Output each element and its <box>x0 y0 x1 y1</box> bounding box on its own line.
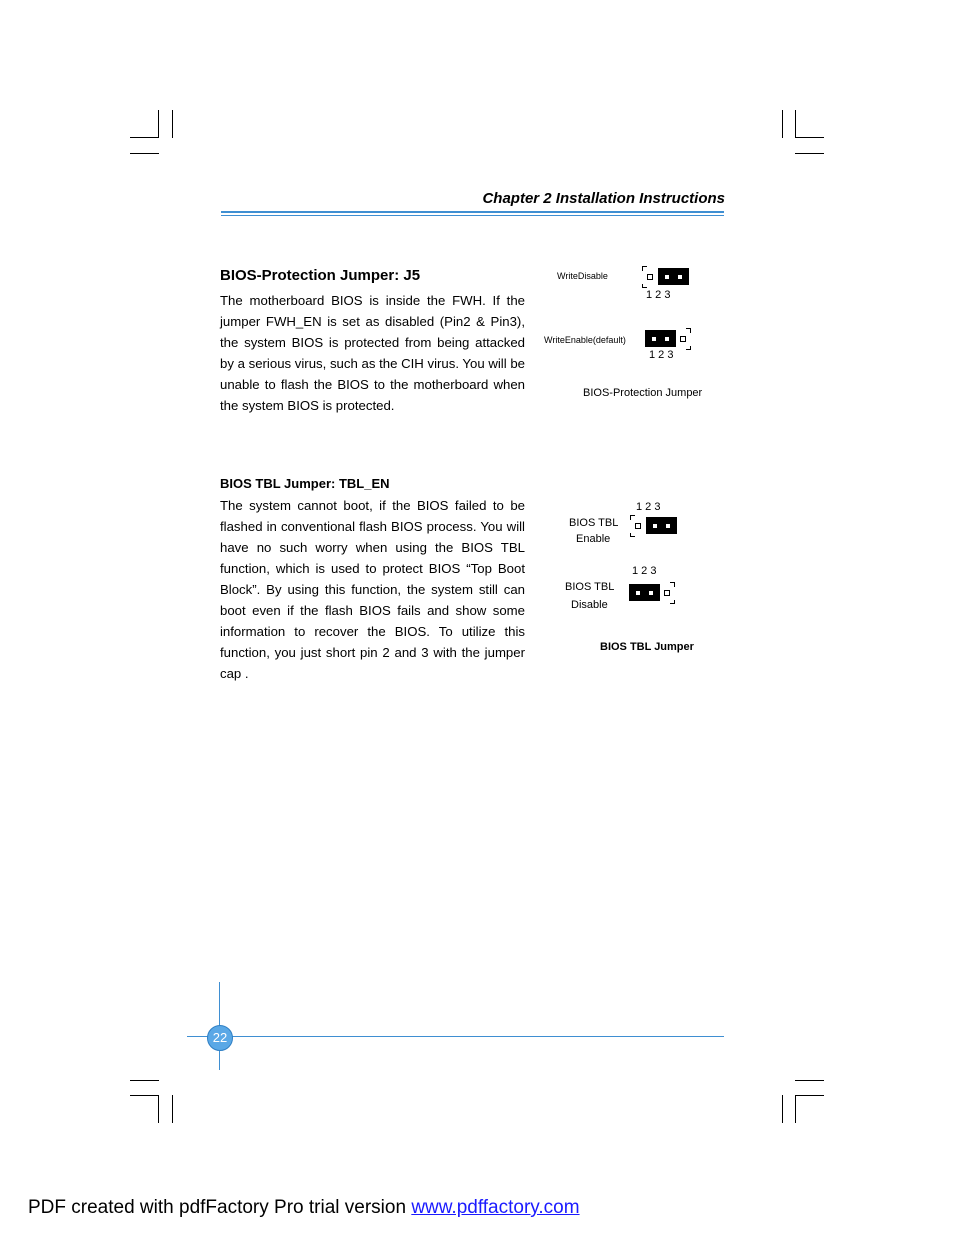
header-rule <box>221 211 724 213</box>
crop-mark <box>130 1095 159 1096</box>
jumper-label: Disable <box>571 599 608 611</box>
crop-mark <box>795 153 824 154</box>
footer-text: PDF created with pdfFactory Pro trial version <box>28 1197 412 1218</box>
pin-numbers: 1 2 3 <box>646 289 671 301</box>
pin-numbers: 1 2 3 <box>636 501 661 513</box>
jumper-diagram <box>628 582 676 604</box>
figure-caption: BIOS TBL Jumper <box>600 641 694 653</box>
header-rule <box>221 215 724 216</box>
crop-mark <box>795 1095 824 1096</box>
pin-numbers: 1 2 3 <box>649 349 674 361</box>
section-heading: BIOS-Protection Jumper: J5 <box>220 267 421 284</box>
crop-mark <box>172 1095 173 1123</box>
pdffactory-link[interactable]: www.pdffactory.com <box>411 1197 580 1218</box>
figure-caption: BIOS-Protection Jumper <box>583 387 703 399</box>
crop-mark <box>172 110 173 138</box>
section-body: The system cannot boot, if the BIOS failed to be flashed in conventional flash BIOS process. You will have no such worry when using the BIOS TBL function, which is used to protect BIOS “Top Boot Block”. By using this function, the system still can boot even if the flash BIOS fails and show some information to recover the BIOS. To utilize this function, you just short pin 2 and 3 with the jumper cap . <box>220 498 525 681</box>
jumper-label: WriteDisable <box>557 271 608 281</box>
jumper-label: BIOS TBL <box>565 581 615 593</box>
crop-mark <box>158 1095 159 1123</box>
jumper-diagram <box>644 328 692 350</box>
crop-mark <box>782 1095 783 1123</box>
footer-rule <box>187 1036 724 1037</box>
crop-mark <box>795 1080 824 1081</box>
pdf-footer <box>28 1197 580 1219</box>
crop-mark <box>130 137 159 138</box>
page-number: 22 <box>207 1025 233 1051</box>
jumper-diagram <box>630 515 678 537</box>
jumper-label: Enable <box>576 533 611 545</box>
pin-numbers: 1 2 3 <box>632 565 657 577</box>
crop-mark <box>795 110 796 138</box>
crop-mark <box>158 110 159 138</box>
crop-mark <box>130 153 159 154</box>
jumper-diagram <box>642 266 690 288</box>
section-heading: BIOS TBL Jumper: TBL_EN <box>220 476 390 491</box>
jumper-label: WriteEnable(default) <box>544 335 626 345</box>
crop-mark <box>782 110 783 138</box>
jumper-label: BIOS TBL <box>569 517 619 529</box>
crop-mark <box>795 137 824 138</box>
crop-mark <box>130 1080 159 1081</box>
chapter-title: Chapter 2 Installation Instructions <box>482 190 725 207</box>
crop-mark <box>795 1095 796 1123</box>
section-body: The motherboard BIOS is inside the FWH. If the jumper FWH_EN is set as disabled (Pin2 & Pin3), the system BIOS is protected from being attacked by a serious virus, such as the CIH virus. You will be unable to flash the BIOS to the motherboard when the system BIOS is protected. <box>220 293 525 413</box>
